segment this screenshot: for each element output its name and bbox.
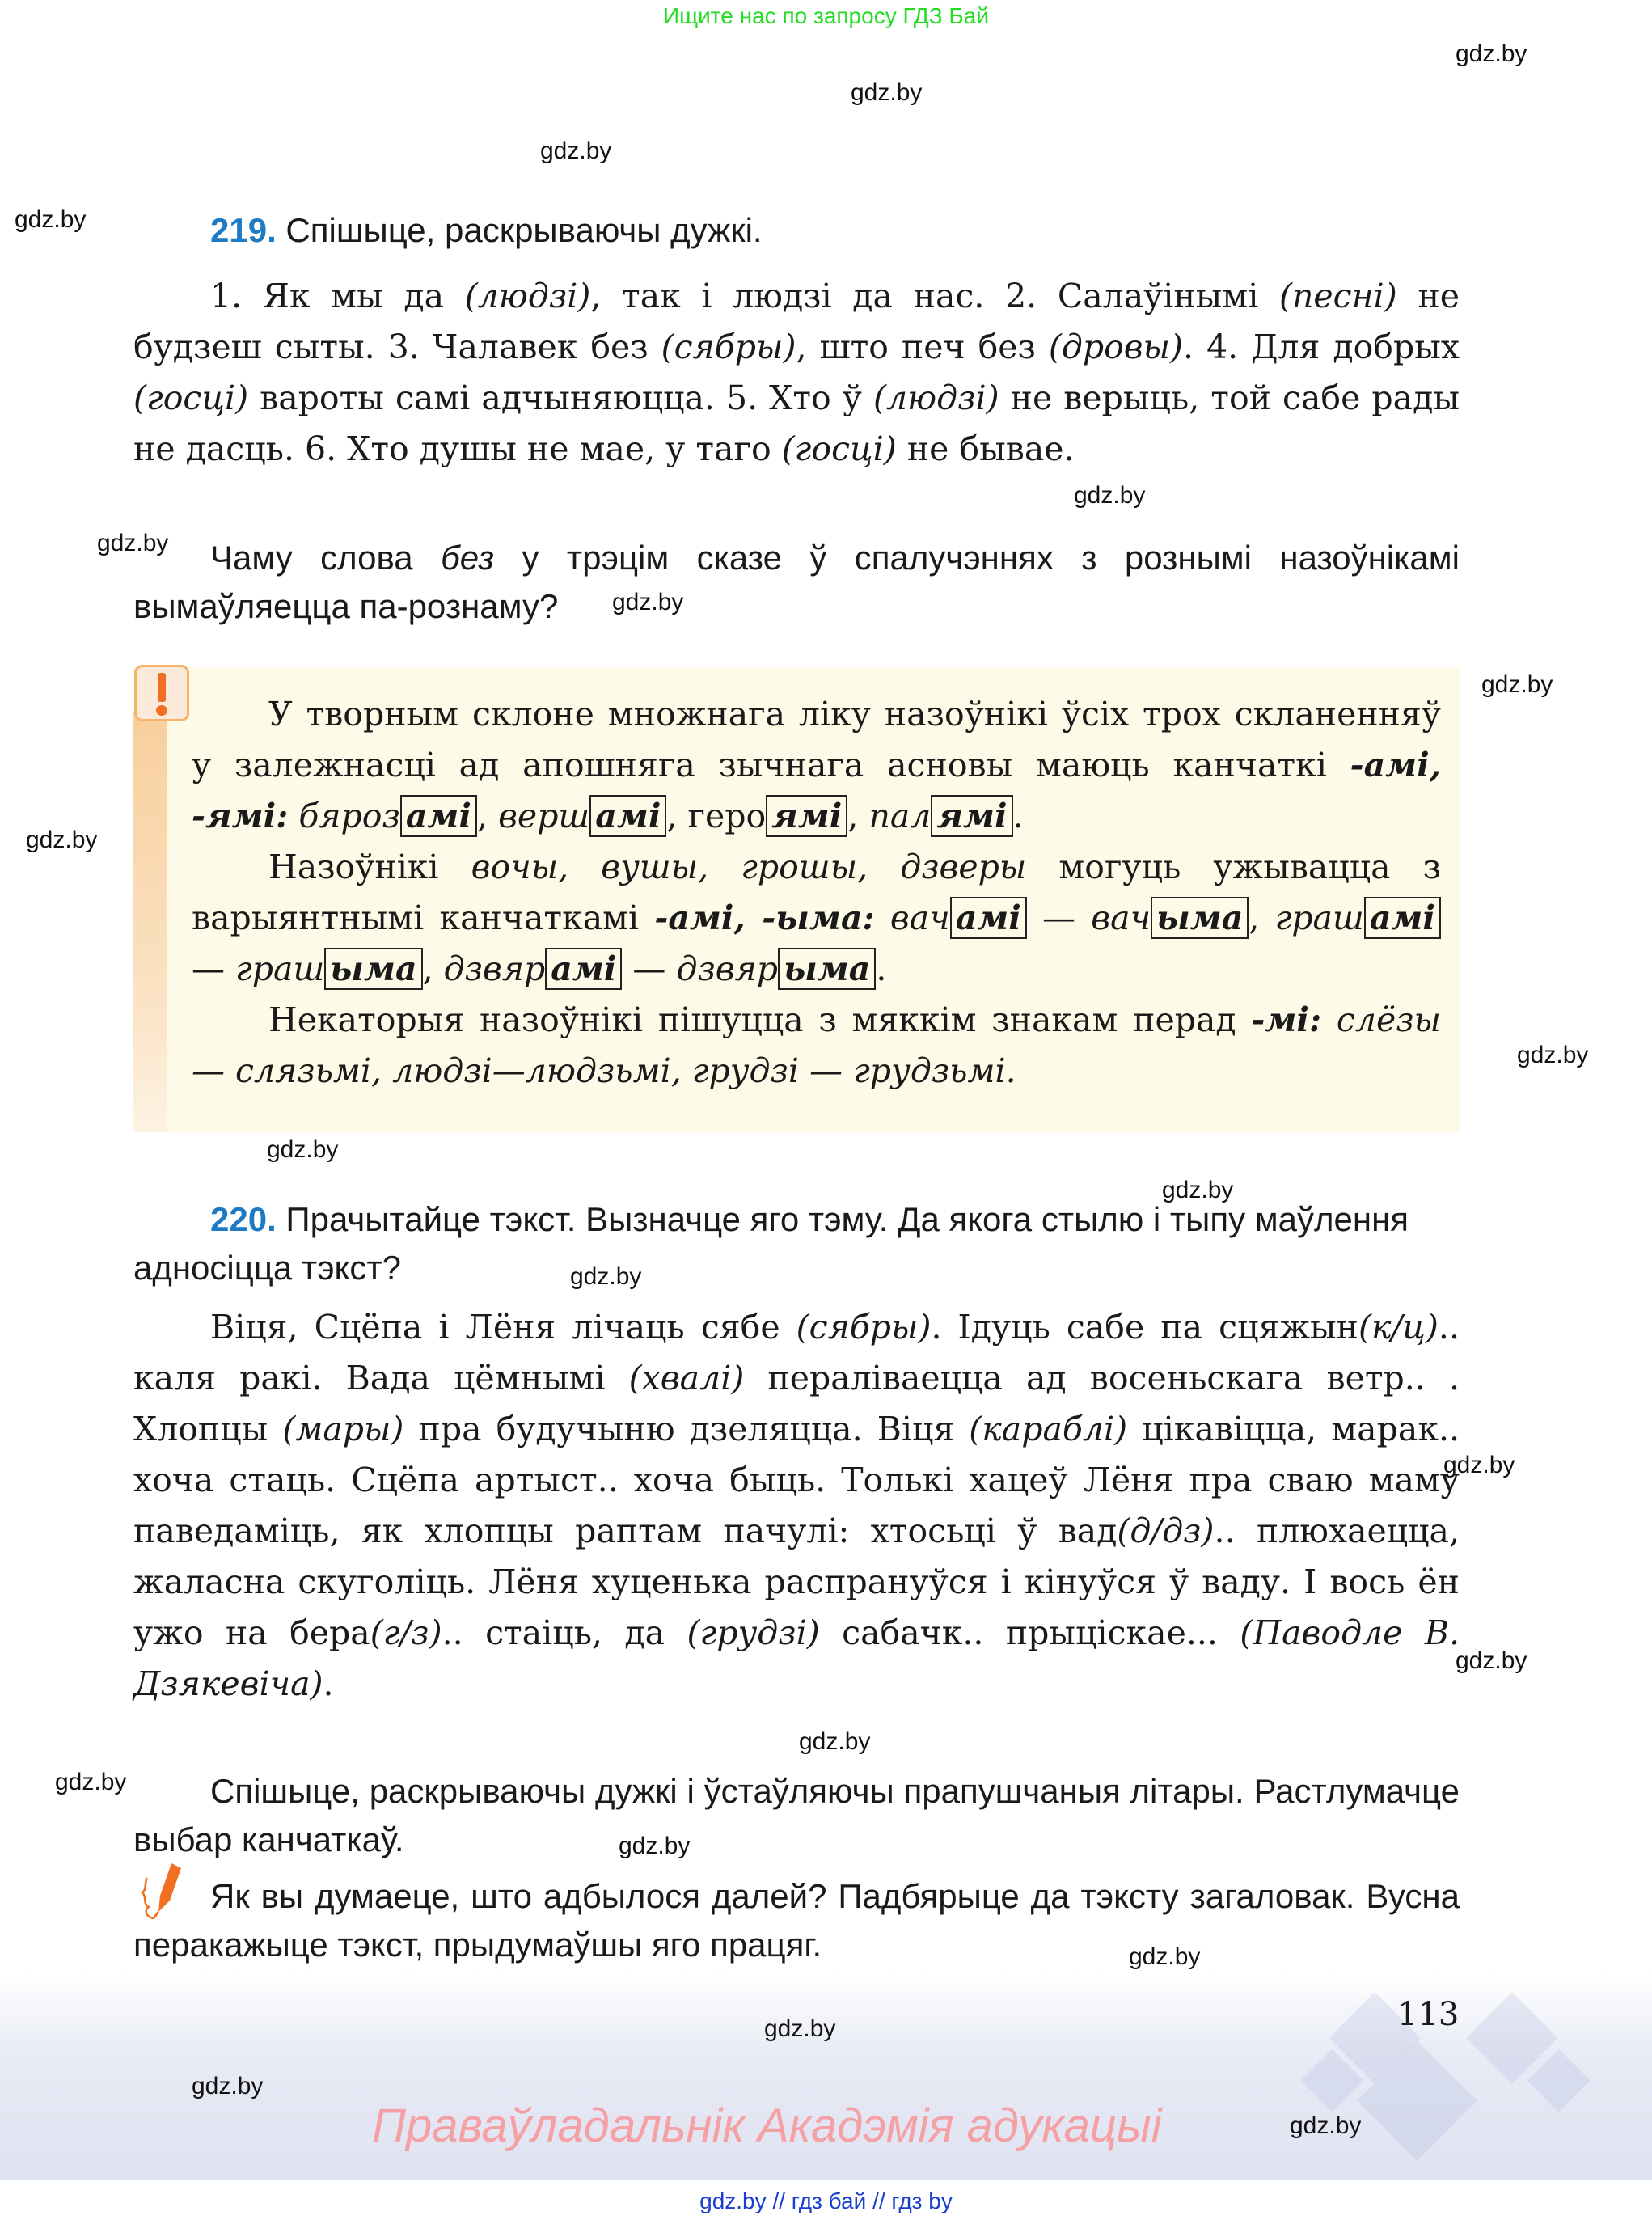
bracket-word: (госці) bbox=[781, 429, 897, 468]
task-number: 219. bbox=[210, 211, 277, 249]
task-219-question bbox=[133, 534, 1460, 631]
bracket-word: (д/дз) bbox=[1117, 1512, 1215, 1550]
watermark: gdz.by bbox=[267, 1136, 339, 1163]
watermark: gdz.by bbox=[1074, 482, 1146, 509]
example-ending: ыма bbox=[778, 948, 876, 990]
rule-endings: -амі, -ыма: bbox=[654, 898, 875, 937]
separator: — bbox=[1026, 898, 1092, 937]
rule-paragraph-3 bbox=[192, 995, 1441, 1097]
text-span: сабачк.. прыціскае... bbox=[819, 1613, 1240, 1652]
separator: , bbox=[1249, 898, 1275, 937]
example-ending: амі bbox=[1364, 897, 1441, 939]
watermark: gdz.by bbox=[192, 2073, 264, 2099]
question-text: у трэцім сказе ў спалучэннях з рознымі назоўнікамі вымаўляецца па-рознаму? bbox=[133, 539, 1460, 625]
watermark: gdz.by bbox=[1481, 671, 1553, 698]
watermark: gdz.by bbox=[799, 1728, 871, 1755]
example-ending: ыма bbox=[324, 948, 422, 990]
example-ending: ыма bbox=[1151, 897, 1249, 939]
task-number: 220. bbox=[210, 1200, 277, 1238]
sentence-text: не будзеш сыты. bbox=[133, 277, 1460, 366]
separator: , bbox=[422, 949, 444, 988]
watermark: gdz.by bbox=[764, 2015, 836, 2042]
example-stem: дзвяр bbox=[443, 949, 546, 988]
text-span: .. плюхаецца, жаласна скуголіць. Лёня хуценька распрануўся і кінуўся ў ваду. І вось ён ужо на бера bbox=[133, 1512, 1460, 1652]
question-text: Чаму слова bbox=[210, 539, 442, 577]
rule-text-span: могуць ужывацца з варыянтнымі канчаткамі bbox=[192, 848, 1441, 937]
example-stem: граш bbox=[1274, 898, 1364, 937]
bracket-word: (сябры) bbox=[661, 328, 796, 366]
task-instruction: Прачытайце тэкст. Вызначце яго тэму. Да якога стылю і тыпу маўлення адносіцца тэкст? bbox=[133, 1200, 1409, 1287]
text-span: . bbox=[323, 1664, 334, 1703]
watermark: gdz.by bbox=[1517, 1042, 1589, 1068]
example-ending: ямі bbox=[931, 795, 1012, 837]
rule-words: вочы, вушы, грошы, дзверы bbox=[471, 848, 1027, 886]
sentence-text: 1. Як мы да bbox=[210, 277, 465, 315]
watermark: gdz.by bbox=[1456, 40, 1527, 67]
separator: , bbox=[847, 797, 869, 835]
task-220-heading bbox=[133, 1195, 1460, 1292]
watermark: gdz.by bbox=[1129, 1943, 1201, 1970]
watermark: gdz.by bbox=[612, 589, 684, 615]
example-stem: вач bbox=[889, 898, 950, 937]
task-219-sentences bbox=[133, 271, 1460, 475]
rule-text bbox=[192, 689, 1441, 1097]
example-stem: пал bbox=[868, 797, 932, 835]
rule-paragraph-2 bbox=[192, 842, 1441, 995]
copyright-text: Праваўладальнік Акадэмія адукацыі bbox=[372, 2099, 1162, 2152]
example-stem: верш bbox=[498, 797, 590, 835]
separator: , bbox=[666, 797, 688, 835]
example-ending: амі bbox=[400, 795, 477, 837]
exclamation-icon bbox=[134, 665, 189, 721]
bracket-word: (людзі) bbox=[464, 277, 591, 315]
example-ending: амі bbox=[950, 897, 1027, 939]
bracket-word: (госці) bbox=[133, 378, 249, 417]
task-220-text bbox=[133, 1302, 1460, 1710]
bracket-word: (песні) bbox=[1279, 277, 1397, 315]
question-italic-word: без bbox=[441, 539, 495, 577]
text-span: цікавіцца, марак.. хоча стаць. Сцёпа артыст.. хоча быць. Толькі хацеў Лёня пра сваю маму паведаміць, як хлопцы раптам пачулі: хтосьці ў вад bbox=[133, 1410, 1460, 1550]
sentence-text: не бывае. bbox=[896, 429, 1075, 468]
text-span: пра будучыню дзеляцца. Віця bbox=[403, 1410, 970, 1448]
sentence-text: , што печ без bbox=[796, 328, 1049, 366]
example-stem: граш bbox=[235, 949, 325, 988]
watermark: gdz.by bbox=[97, 530, 169, 556]
sentence-text: 2. Салаўінымі bbox=[1005, 277, 1280, 315]
bracket-word: (мары) bbox=[282, 1410, 404, 1448]
watermark: gdz.by bbox=[540, 137, 612, 164]
bracket-word: (людзі) bbox=[872, 378, 999, 417]
example-stem: вач bbox=[1091, 898, 1151, 937]
example-ending: ямі bbox=[766, 795, 847, 837]
task-219-heading bbox=[133, 206, 1460, 255]
watermark: gdz.by bbox=[15, 206, 87, 233]
rule-text-span: Некаторыя назоўнікі пішуцца з мяккім знакам перад bbox=[268, 1000, 1252, 1039]
watermark: gdz.by bbox=[26, 827, 98, 853]
bracket-word: (к/ц) bbox=[1358, 1308, 1439, 1347]
sentence-text: 5. Хто ў bbox=[726, 378, 873, 417]
bracket-word: (хвалі) bbox=[628, 1359, 745, 1397]
rule-side-bar bbox=[133, 712, 167, 1132]
watermark: gdz.by bbox=[1443, 1452, 1515, 1478]
watermark: gdz.by bbox=[570, 1263, 642, 1290]
rule-text-span: У творным склоне множнага ліку назоўнікі ўсіх трох скланенняў у залежнасці ад апошняга зычнага асновы маюць канчаткі bbox=[192, 695, 1441, 784]
page-number: 113 bbox=[1397, 1996, 1460, 2033]
rule-endings: -амі, -ямі: bbox=[192, 746, 1441, 835]
search-banner: Ищите нас по запросу ГДЗ Бай bbox=[662, 3, 990, 28]
separator: — bbox=[192, 949, 236, 988]
watermark: gdz.by bbox=[1162, 1177, 1234, 1203]
text-span: . Ідуць сабе па сцяжын bbox=[931, 1308, 1359, 1347]
watermark: gdz.by bbox=[619, 1833, 691, 1859]
text-span: .. стаіць, да bbox=[442, 1613, 687, 1652]
bracket-word: (караблі) bbox=[969, 1410, 1128, 1448]
bracket-word: (г/з) bbox=[370, 1613, 442, 1652]
example-ending: амі bbox=[589, 795, 666, 837]
separator: — bbox=[622, 949, 677, 988]
watermark: gdz.by bbox=[851, 79, 923, 106]
sentence-text: . bbox=[1183, 328, 1207, 366]
example-stem: бяроз bbox=[298, 797, 400, 835]
bracket-word: (дровы) bbox=[1048, 328, 1184, 366]
text-span: .. каля ракі. Вада цёмнымі bbox=[133, 1308, 1460, 1397]
sentence-text: вароты самі адчыняюцца. bbox=[248, 378, 726, 417]
sentence-text: , так і людзі да нас. bbox=[590, 277, 1006, 315]
source-attribution: (Паводле В. Дзякевіча) bbox=[133, 1613, 1460, 1703]
example-stem: геро bbox=[687, 797, 767, 835]
separator: . bbox=[876, 949, 887, 988]
rule-endings: -мі: bbox=[1251, 1000, 1322, 1039]
sentence-text: не верыць, той сабе рады не дасць. bbox=[133, 378, 1460, 468]
rule-text-span: Назоўнікі bbox=[268, 848, 471, 886]
sentence-text: 3. Чалавек без bbox=[387, 328, 661, 366]
example-stem: дзвяр bbox=[676, 949, 779, 988]
rule-examples: слёзы — слязьмі, людзі—людзьмі, грудзі — грудзьмі. bbox=[192, 1000, 1441, 1090]
text-span: пераліваецца ад восеньскага ветр.. . Хлопцы bbox=[133, 1359, 1460, 1448]
rule-paragraph-1 bbox=[192, 689, 1441, 842]
separator: . bbox=[1012, 797, 1024, 835]
example-ending: амі bbox=[545, 948, 622, 990]
bottom-links[interactable]: gdz.by // гдз бай // гдз by bbox=[699, 2188, 953, 2213]
sentence-text: 6. Хто душы не мае, у таго bbox=[305, 429, 782, 468]
watermark: gdz.by bbox=[1290, 2112, 1362, 2139]
bracket-word: (грудзі) bbox=[687, 1613, 820, 1652]
watermark: gdz.by bbox=[1456, 1647, 1527, 1674]
bracket-word: (сябры) bbox=[796, 1308, 932, 1347]
watermark: gdz.by bbox=[55, 1769, 127, 1795]
task-instruction: Спішыце, раскрываючы дужкі. bbox=[276, 211, 763, 249]
task-220-subtask-a: Спішыце, раскрываючы дужкі і ўстаўляючы прапушчаныя літары. Растлумачце выбар канчаткаў. bbox=[133, 1772, 1460, 1858]
task-220-subtask-b: Як вы думаеце, што адбылося далей? Падбярыце да тэксту загаловак. Вусна перакажыце тэкст, прыдумаўшы яго працяг. bbox=[133, 1877, 1460, 1964]
text-span: Віця, Сцёпа і Лёня лічаць сябе bbox=[210, 1308, 796, 1347]
separator: , bbox=[476, 797, 499, 835]
sentence-text: 4. Для добрых bbox=[1206, 328, 1460, 366]
